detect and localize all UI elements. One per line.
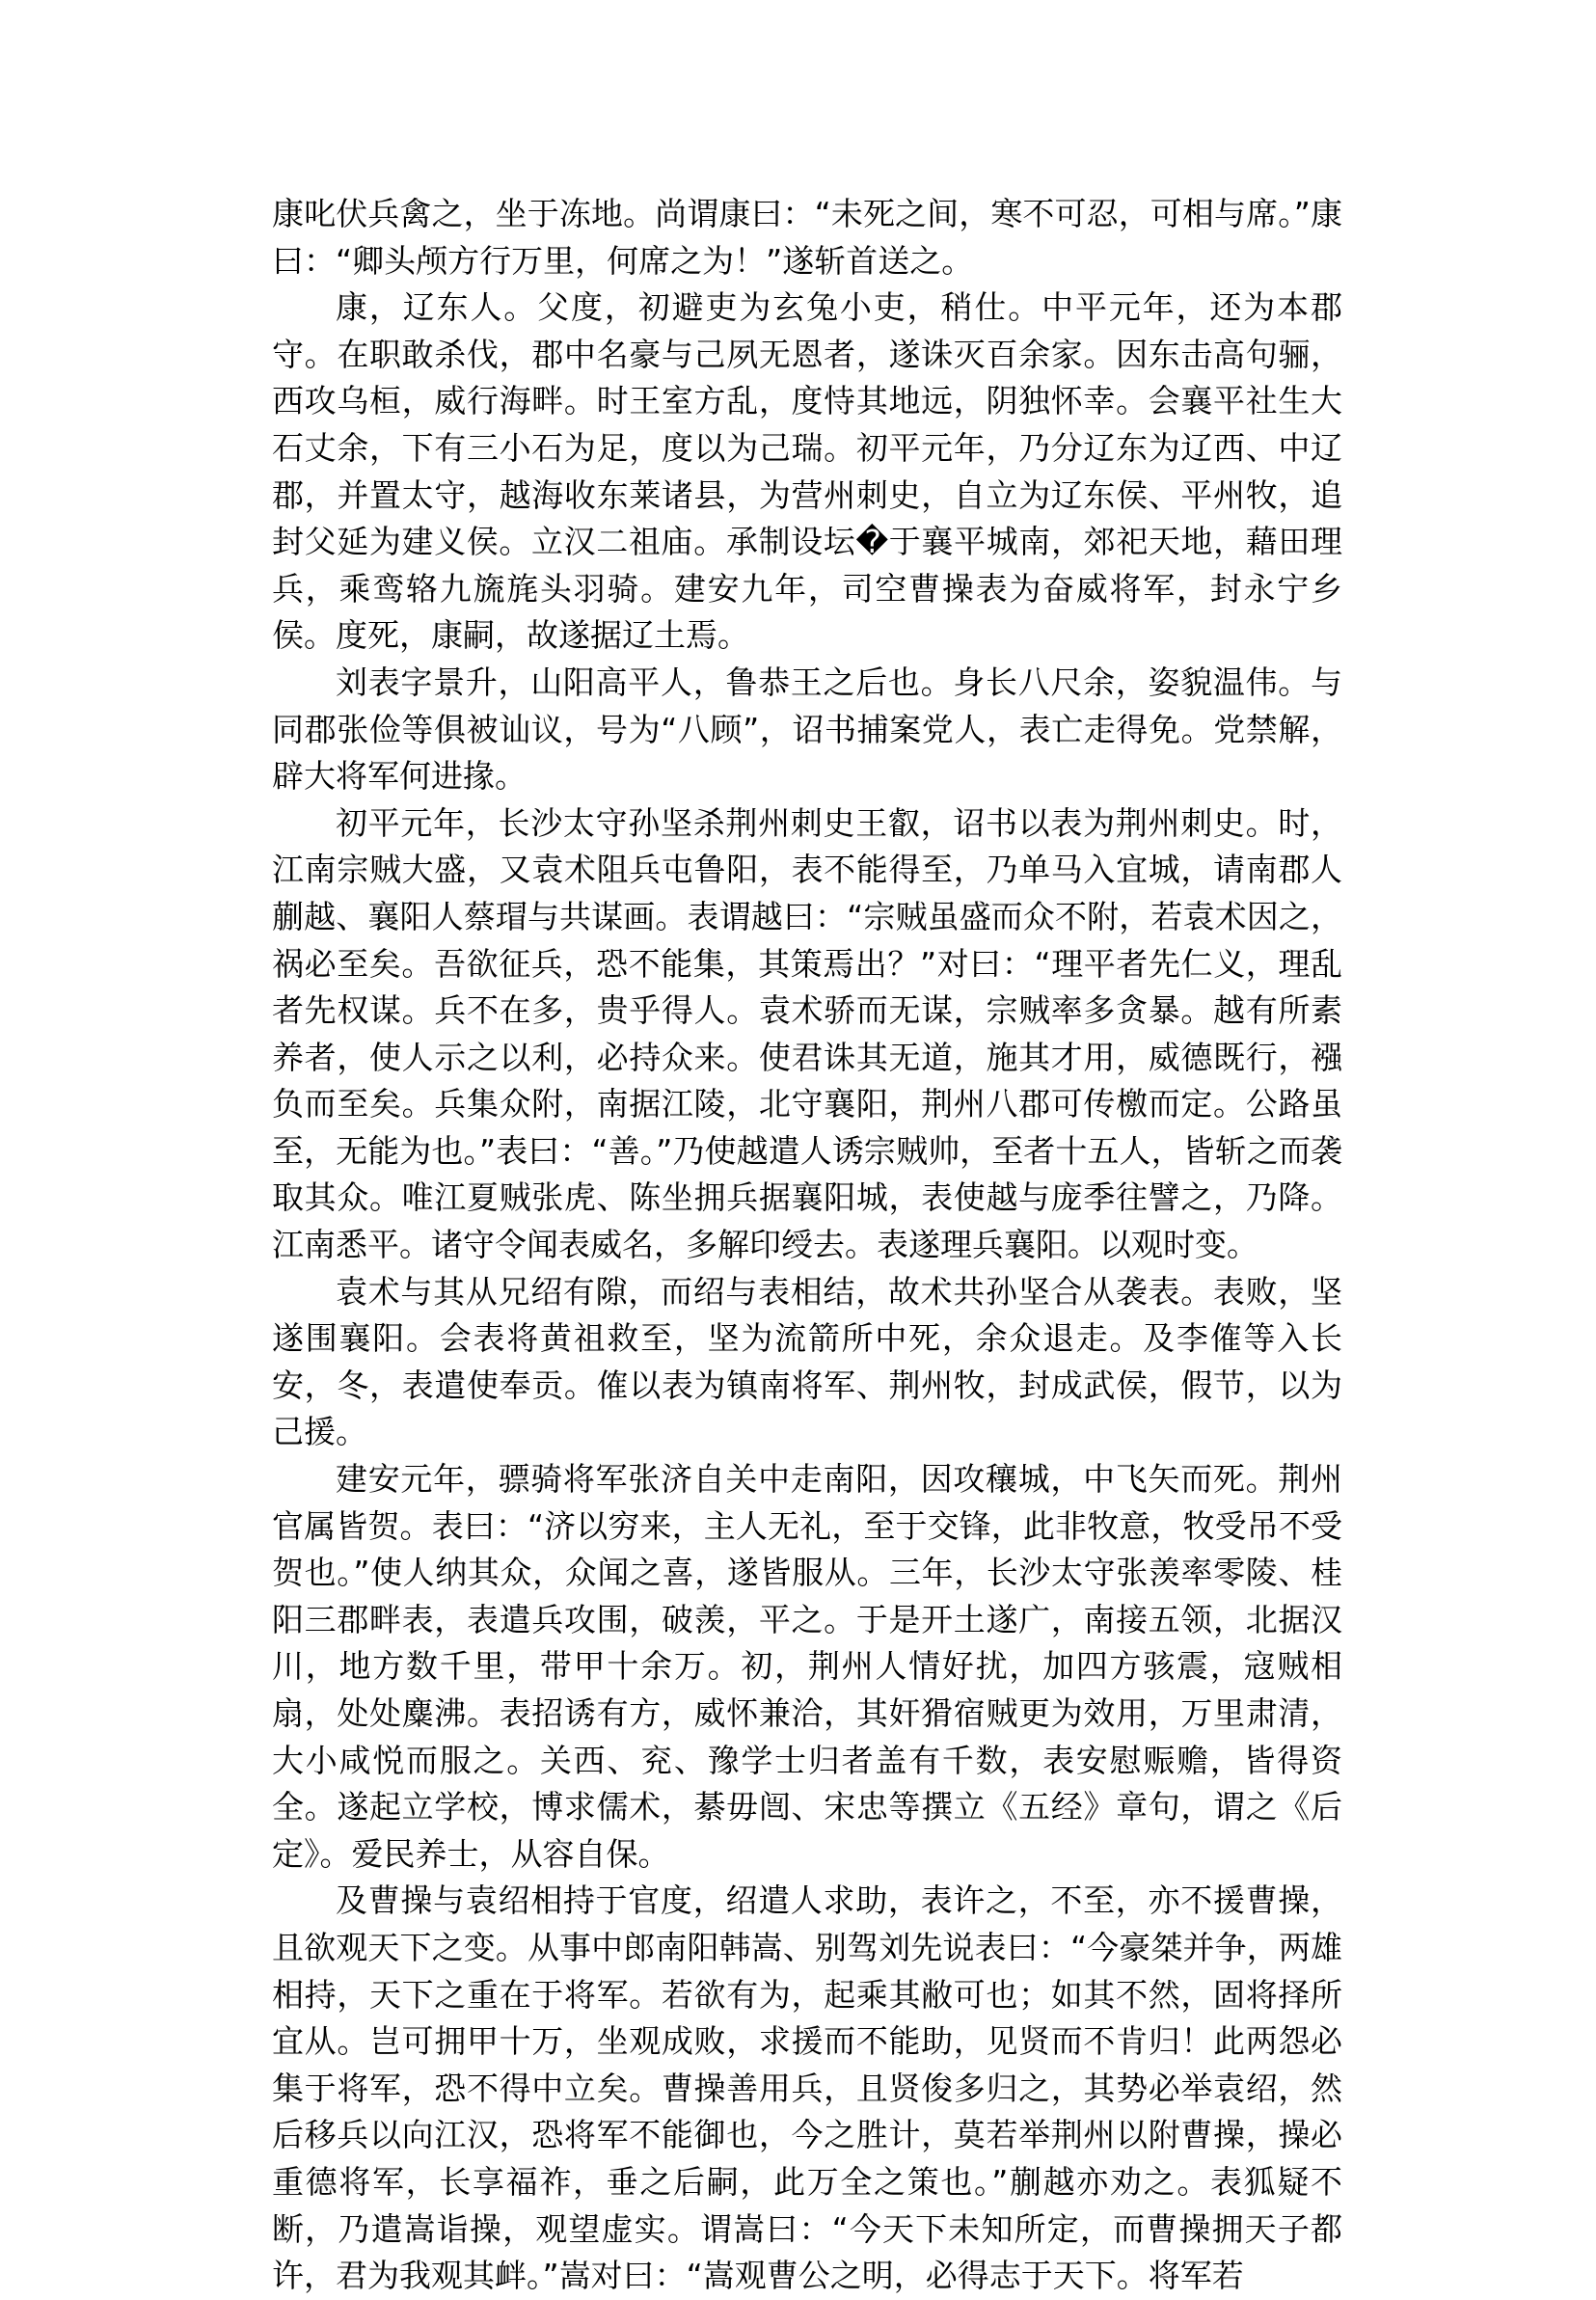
document-page [272,191,1342,2300]
paragraph-5: 袁术与其从兄绍有隙，而绍与表相结，故术共孙坚合从袭表。表败，坚遂围襄阳。会表将黄祖救至，坚为流箭所中死，余众退走。及李傕等入长安，冬，表遣使奉贡。傕以表为镇南将军、荆州牧，封成武侯，假节，以为己援。 [272,1272,1342,1451]
paragraph-1: 康叱伏兵禽之，坐于冻地。尚谓康曰：“未死之间，寒不可忍，可相与席。”康曰：“卿头颅方行万里，何席之为！”遂斩首送之。 [272,195,1342,280]
paragraph-2: 康，辽东人。父度，初避吏为玄兔小吏，稍仕。中平元年，还为本郡守。在职敢杀伐，郡中名豪与己夙无恩者，遂诛灭百余家。因东击高句骊，西攻乌桓，威行海畔。时王室方乱，度恃其地远，阴独怀幸。会襄平社生大石丈余，下有三小石为足，度以为己瑞。初平元年，乃分辽东为辽西、中辽郡，并置太守，越海收东莱诸县，为营州刺史，自立为辽东侯、平州牧，追封父延为建义侯。立汉二祖庙。承制设坛�于襄平城南，郊祀天地，藉田理兵，乘鸾辂九旒旄头羽骑。建安九年，司空曹操表为奋威将军，封永宁乡侯。度死，康嗣，故遂据辽土焉。 [272,288,1342,655]
paragraph-7: 及曹操与袁绍相持于官度，绍遣人求助，表许之，不至，亦不援曹操，且欲观天下之变。从事中郎南阳韩嵩、别驾刘先说表曰：“今豪桀并争，两雄相持，天下之重在于将军。若欲有为，起乘其敝可也；如其不然，固将择所宜从。岂可拥甲十万，坐观成败，求援而不能助，见贤而不肯归！此两怨必集于将军，恐不得中立矣。曹操善用兵，且贤俊多归之，其势必举袁绍，然后移兵以向江汉，恐将军不能御也，今之胜计，莫若举荆州以附曹操，操必重德将军，长享福祚，垂之后嗣，此万全之策也。”蒯越亦劝之。表狐疑不断，乃遣嵩诣操，观望虚实。谓嵩曰：“今天下未知所定，而曹操拥天子都许，君为我观其衅。”嵩对曰：“嵩观曹公之明，必得志于天下。将军若 [272,1881,1342,2295]
paragraph-6: 建安元年，骠骑将军张济自关中走南阳，因攻穰城，中飞矢而死。荆州官属皆贺。表曰：“济以穷来，主人无礼，至于交锋，此非牧意，牧受吊不受贺也。”使人纳其众，众闻之喜，遂皆服从。三年，长沙太守张羡率零陵、桂阳三郡畔表，表遣兵攻围，破羡，平之。于是开土遂广，南接五领，北据汉川，地方数千里，带甲十余万。初，荆州人情好扰，加四方骇震，寇贼相扇，处处麋沸。表招诱有方，威怀兼洽，其奸猾宿贼更为效用，万里肃清，大小咸悦而服之。关西、兖、豫学士归者盖有千数，表安慰赈赡，皆得资全。遂起立学校，博求儒术，綦毋闿、宋忠等撰立《五经》章句，谓之《后定》。爱民养士，从容自保。 [272,1460,1342,1873]
paragraph-3: 刘表字景升，山阳高平人，鲁恭王之后也。身长八尺余，姿貌温伟。与同郡张俭等俱被讪议，号为“八顾”，诏书捕案党人，表亡走得免。党禁解，辟大将军何进掾。 [272,663,1342,796]
paragraph-4: 初平元年，长沙太守孙坚杀荆州刺史王叡，诏书以表为荆州刺史。时，江南宗贼大盛，又袁术阻兵屯鲁阳，表不能得至，乃单马入宜城，请南郡人蒯越、襄阳人蔡瑁与共谋画。表谓越曰：“宗贼虽盛而众不附，若袁术因之，祸必至矣。吾欲征兵，恐不能集，其策焉出？”对曰：“理平者先仁义，理乱者先权谋。兵不在多，贵乎得人。袁术骄而无谋，宗贼率多贪暴。越有所素养者，使人示之以利，必持众来。使君诛其无道，施其才用，威德既行，襁负而至矣。兵集众附，南据江陵，北守襄阳，荆州八郡可传檄而定。公路虽至，无能为也。”表曰：“善。”乃使越遣人诱宗贼帅，至者十五人，皆斩之而袭取其众。唯江夏贼张虎、陈坐拥兵据襄阳城，表使越与庞季往譬之，乃降。江南悉平。诸守令闻表威名，多解印绶去。表遂理兵襄阳。以观时变。 [272,803,1342,1264]
